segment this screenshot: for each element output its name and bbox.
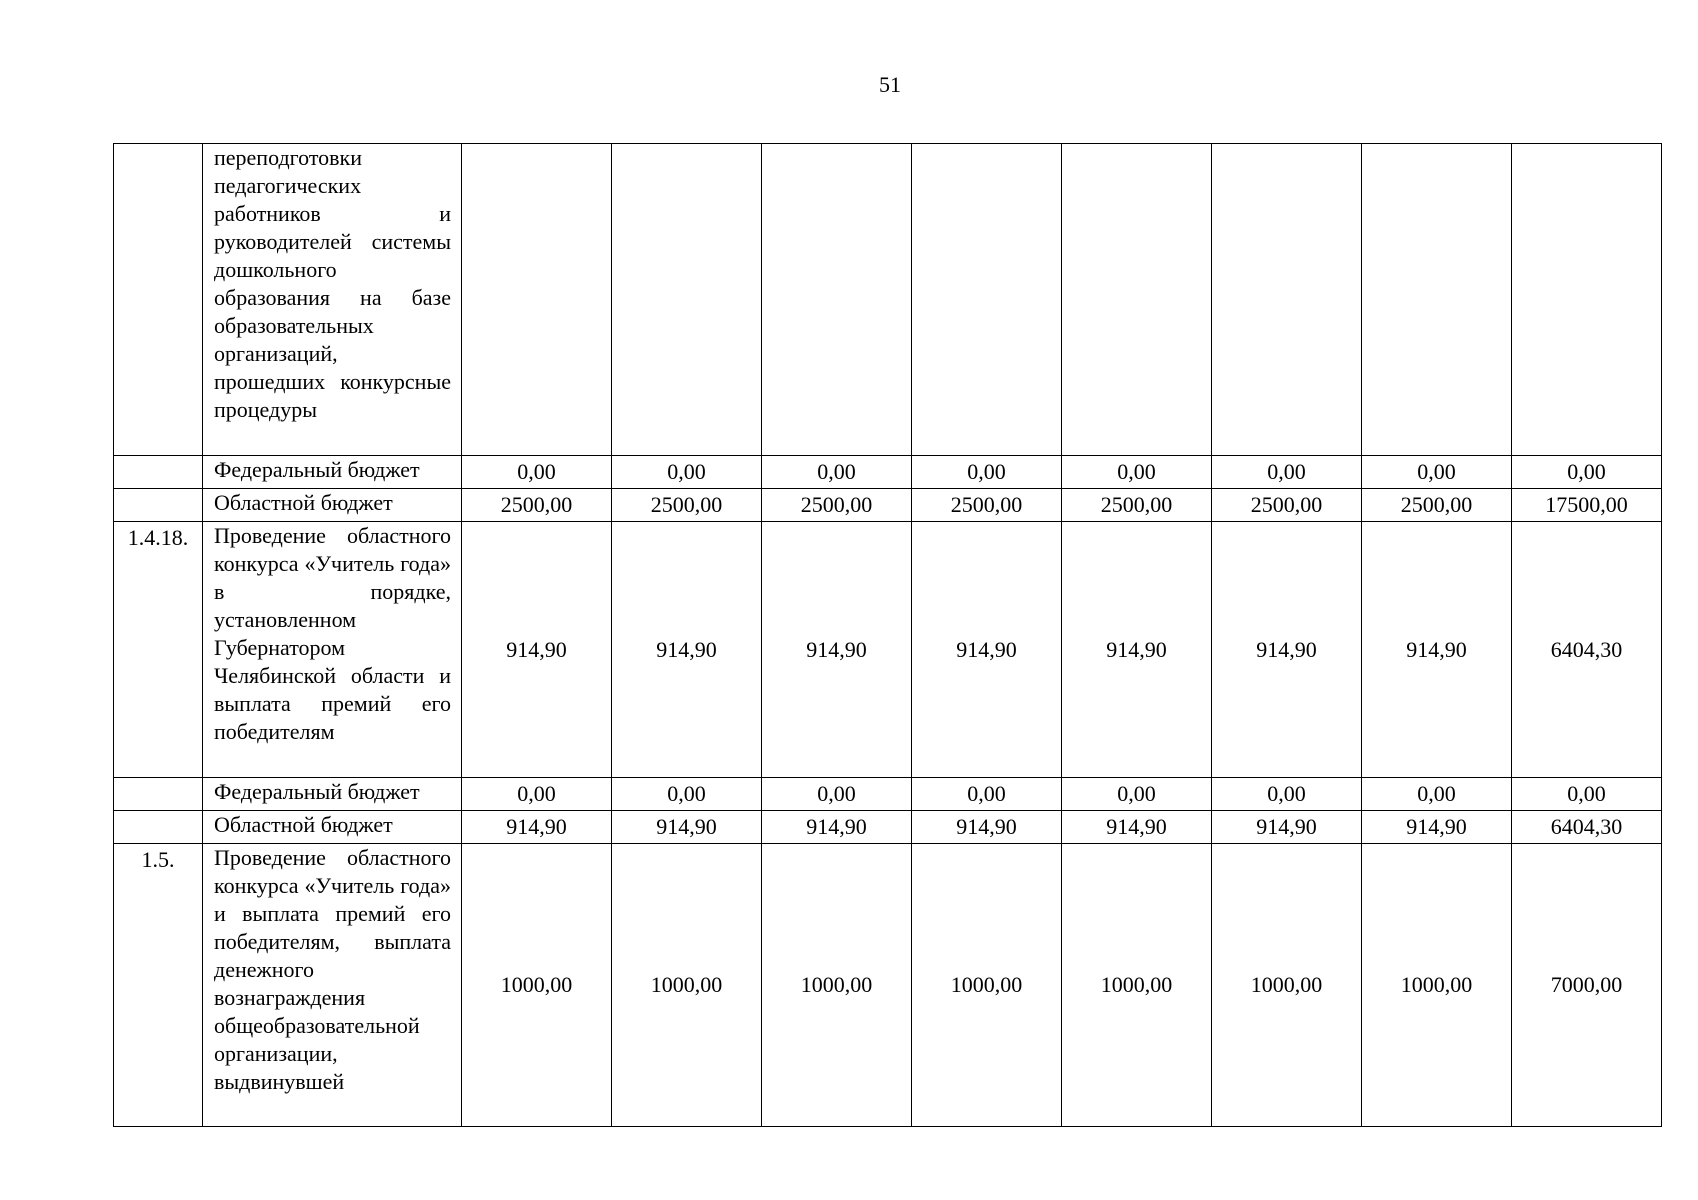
value-cell: 0,00 [462,456,612,489]
value-cell: 0,00 [912,778,1062,811]
value-cell: 914,90 [1212,522,1362,778]
value-cell: 914,90 [762,811,912,844]
row-description: Федеральный бюджет [203,778,462,811]
value-cell [1212,144,1362,456]
total-cell: 17500,00 [1512,489,1662,522]
value-cell: 2500,00 [912,489,1062,522]
value-cell: 914,90 [462,811,612,844]
row-number [114,778,203,811]
row-description: Областной бюджет [203,489,462,522]
total-cell: 7000,00 [1512,844,1662,1127]
value-cell: 0,00 [1362,456,1512,489]
value-cell: 914,90 [612,522,762,778]
value-cell: 2500,00 [762,489,912,522]
value-cell: 0,00 [612,778,762,811]
row-number: 1.4.18. [114,522,203,778]
value-cell: 914,90 [612,811,762,844]
value-cell: 914,90 [1362,811,1512,844]
total-cell: 6404,30 [1512,811,1662,844]
value-cell: 1000,00 [1212,844,1362,1127]
table-row [114,811,1662,844]
value-cell: 914,90 [762,522,912,778]
row-number [114,811,203,844]
budget-table [113,143,1662,1127]
value-cell: 1000,00 [462,844,612,1127]
value-cell [912,144,1062,456]
value-cell: 2500,00 [1062,489,1212,522]
total-cell: 6404,30 [1512,522,1662,778]
value-cell [612,144,762,456]
value-cell [762,144,912,456]
total-cell: 0,00 [1512,778,1662,811]
total-cell [1512,144,1662,456]
table-row [114,844,1662,1127]
value-cell: 914,90 [1212,811,1362,844]
value-cell: 2500,00 [462,489,612,522]
row-number [114,456,203,489]
value-cell: 0,00 [1062,456,1212,489]
value-cell: 0,00 [1362,778,1512,811]
value-cell: 1000,00 [1062,844,1212,1127]
row-description: Федеральный бюджет [203,456,462,489]
value-cell: 0,00 [912,456,1062,489]
total-cell: 0,00 [1512,456,1662,489]
value-cell [1062,144,1212,456]
value-cell: 914,90 [912,522,1062,778]
value-cell: 2500,00 [1362,489,1512,522]
table-row [114,489,1662,522]
value-cell: 0,00 [762,456,912,489]
value-cell: 0,00 [762,778,912,811]
table-row [114,456,1662,489]
table-row [114,778,1662,811]
value-cell: 0,00 [612,456,762,489]
value-cell [462,144,612,456]
row-number [114,489,203,522]
row-description: переподготовки педагогических работников и руководителей системы дошкольного образования на базе образовательных организаций, прошедших конкурсные процедуры [203,144,462,456]
value-cell: 914,90 [1362,522,1512,778]
value-cell: 1000,00 [762,844,912,1127]
row-description: Областной бюджет [203,811,462,844]
page-number: 51 [879,72,901,97]
value-cell: 1000,00 [912,844,1062,1127]
value-cell: 914,90 [1062,811,1212,844]
value-cell: 914,90 [912,811,1062,844]
row-number [114,144,203,456]
row-description: Проведение областного конкурса «Учитель года» и выплата премий его победителям, выплата денежного вознаграждения общеобразовательной организации, выдвинувшей [203,844,462,1127]
value-cell: 0,00 [1212,778,1362,811]
value-cell: 914,90 [1062,522,1212,778]
value-cell [1362,144,1512,456]
value-cell: 1000,00 [612,844,762,1127]
table-row [114,144,1662,456]
value-cell: 0,00 [462,778,612,811]
value-cell: 914,90 [462,522,612,778]
value-cell: 0,00 [1062,778,1212,811]
value-cell: 1000,00 [1362,844,1512,1127]
value-cell: 0,00 [1212,456,1362,489]
row-number: 1.5. [114,844,203,1127]
row-description: Проведение областного конкурса «Учитель года» в порядке, установленном Губернатором Челябинской области и выплата премий его победителям [203,522,462,778]
value-cell: 2500,00 [612,489,762,522]
value-cell: 2500,00 [1212,489,1362,522]
table-row [114,522,1662,778]
